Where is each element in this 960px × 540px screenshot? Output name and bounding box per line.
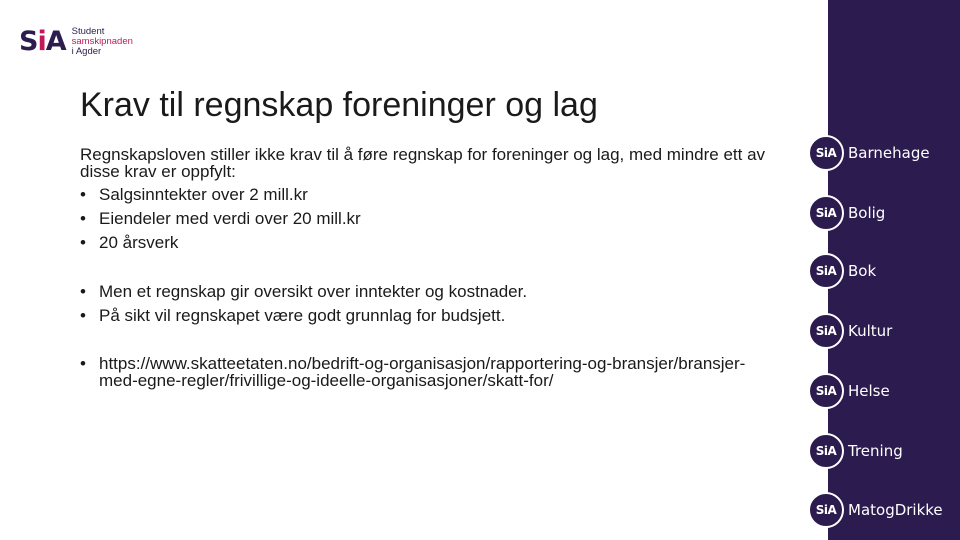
- brand-helse[interactable]: [808, 371, 960, 411]
- brand-label: Trening: [848, 442, 903, 460]
- sia-badge-icon: SiA: [808, 135, 844, 171]
- brand-label: Bolig: [848, 204, 886, 222]
- brand-label: Barnehage: [848, 144, 930, 162]
- logo-text: Student samskipnaden i Agder: [71, 25, 133, 57]
- brand-label: Kultur: [848, 322, 893, 340]
- brand-trening[interactable]: [808, 431, 960, 471]
- brand-barnehage[interactable]: [808, 133, 960, 173]
- criteria-list: [80, 185, 780, 252]
- sia-badge-icon: SiA: [808, 195, 844, 231]
- brand-label: Helse: [848, 382, 890, 400]
- sia-badge-icon: SiA: [808, 373, 844, 409]
- brand-matogdrikke[interactable]: [808, 490, 960, 530]
- brand-bok[interactable]: [808, 251, 960, 291]
- brand-label: Bok: [848, 262, 877, 280]
- slide-title: Krav til regnskap foreninger og lag: [80, 86, 598, 124]
- brand-label: MatogDrikke: [848, 501, 943, 519]
- sia-logo: [19, 26, 133, 57]
- brand-bolig[interactable]: [808, 193, 960, 233]
- logo-mark: SiA: [19, 26, 66, 57]
- note-item: • Men et regnskap gir oversikt over inntekter og kostnader.: [80, 282, 780, 301]
- intro-text: Regnskapsloven stiller ikke krav til å føre regnskap for foreninger og lag, med mindre ett av disse krav er oppfylt:: [80, 145, 766, 181]
- note-item: • På sikt vil regnskapet være godt grunnlag for budsjett.: [80, 306, 780, 325]
- brand-kultur[interactable]: [808, 311, 960, 351]
- notes-list: [80, 282, 780, 325]
- skatteetaten-link[interactable]: • https://www.skatteetaten.no/bedrift-og-organisasjon/rapportering-og-bransjer/bransjer-med-egne-regler/frivillige-og-ideelle-organisasjoner/skatt-for/: [80, 355, 780, 389]
- sia-badge-icon: SiA: [808, 313, 844, 349]
- criteria-item: • Salgsinntekter over 2 mill.kr: [80, 185, 780, 204]
- sia-badge-icon: SiA: [808, 433, 844, 469]
- criteria-item: • Eiendeler med verdi over 20 mill.kr: [80, 209, 780, 228]
- slide-body: [80, 146, 780, 394]
- sia-badge-icon: SiA: [808, 492, 844, 528]
- sia-badge-icon: SiA: [808, 253, 844, 289]
- criteria-item: • 20 årsverk: [80, 233, 780, 252]
- link-list: [80, 355, 780, 389]
